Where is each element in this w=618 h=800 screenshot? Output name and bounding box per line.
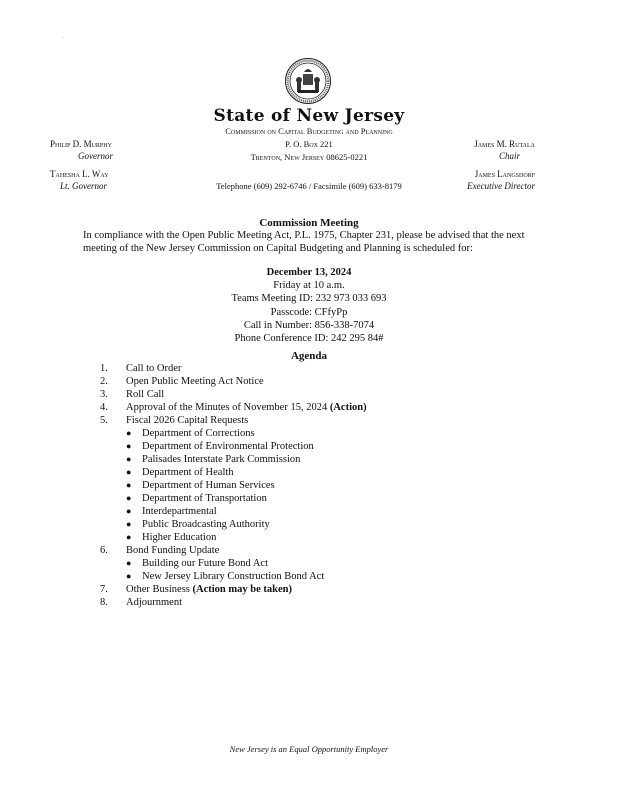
lt-governor-name: Tahesha L. Way	[50, 169, 109, 179]
action-label: (Action)	[329, 402, 367, 413]
bullet-icon: ●	[126, 428, 132, 438]
action-label: (Action may be taken)	[192, 584, 292, 595]
state-seal-icon	[284, 57, 332, 105]
call-in-number: Call in Number: 856-338-7074	[243, 319, 375, 331]
sub-item: ● Department of Corrections	[126, 428, 255, 439]
agenda-item: 2. Open Public Meeting Act Notice	[100, 376, 264, 387]
bullet-icon: ●	[126, 571, 132, 581]
agenda-item: 7. Other Business (Action may be taken)	[100, 584, 292, 595]
bullet-icon: ●	[126, 480, 132, 490]
bullet-icon: ●	[126, 558, 132, 568]
agenda-title: Agenda	[290, 350, 328, 362]
footer-text: New Jersey is an Equal Opportunity Employer	[229, 744, 389, 754]
governor-role: Governor	[78, 151, 113, 161]
sub-item: ● Department of Transportation	[126, 493, 267, 504]
bullet-icon: ●	[126, 532, 132, 542]
bullet-icon: ●	[126, 454, 132, 464]
governor-name: Philip D. Murphy	[50, 139, 112, 149]
agenda-list	[100, 362, 520, 609]
sub-item: ● Building our Future Bond Act	[126, 558, 268, 569]
executive-director-name: James Langsdorf	[474, 169, 535, 179]
meeting-time: Friday at 10 a.m.	[273, 280, 345, 292]
executive-director-role: Executive Director	[467, 181, 535, 191]
lt-governor-role: Lt. Governor	[60, 181, 107, 191]
scan-mark: ·	[62, 35, 64, 41]
agenda-item: 6. Bond Funding Update	[100, 545, 220, 556]
sub-item: ● New Jersey Library Construction Bond Act	[126, 571, 325, 582]
chair-role: Chair	[498, 151, 520, 161]
chair-name: James M. Rutala	[474, 139, 535, 149]
sub-item: ● Palisades Interstate Park Commission	[126, 454, 301, 465]
teams-meeting-id: Teams Meeting ID: 232 973 033 693	[231, 293, 387, 305]
bullet-icon: ●	[126, 493, 132, 503]
meeting-title: Commission Meeting	[259, 217, 359, 229]
agenda-item: 5. Fiscal 2026 Capital Requests	[100, 415, 249, 426]
meeting-passcode: Passcode: CFfyPp	[270, 306, 348, 318]
conference-id: Phone Conference ID: 242 295 84#	[234, 333, 384, 345]
sub-item: ● Department of Health	[126, 467, 234, 478]
agenda-item: 4. Approval of the Minutes of November 15, 2024 (Action)	[100, 402, 367, 413]
meeting-details	[0, 266, 618, 345]
sub-item: ● Interdepartmental	[126, 506, 217, 517]
bullet-icon: ●	[126, 519, 132, 529]
sub-item: ● Higher Education	[126, 532, 217, 543]
city-address: Trenton, New Jersey 08625-0221	[250, 152, 368, 162]
bullet-icon: ●	[126, 506, 132, 516]
agenda-item: 3. Roll Call	[100, 389, 165, 400]
sub-item: ● Department of Environmental Protection	[126, 441, 314, 452]
bullet-icon: ●	[126, 441, 132, 451]
state-title: State of New Jersey	[213, 106, 405, 126]
agenda-item: 8. Adjournment	[100, 597, 182, 608]
commission-name: Commission on Capital Budgeting and Planning	[225, 126, 393, 136]
bullet-icon: ●	[126, 467, 132, 477]
phone-line: Telephone (609) 292-6746 / Facsimile (609) 633-8179	[216, 181, 402, 191]
agenda-item: 1. Call to Order	[100, 363, 182, 374]
po-box: P. O. Box 221	[285, 139, 333, 149]
sub-item: ● Public Broadcasting Authority	[126, 519, 270, 530]
meeting-intro: In compliance with the Open Public Meeting Act, P.L. 1975, Chapter 231, please be advised that the next meeting of the New Jersey Commission on Capital Budgeting and Planning is scheduled for:	[83, 230, 525, 254]
meeting-date: December 13, 2024	[266, 267, 352, 278]
sub-item: ● Department of Human Services	[126, 480, 275, 491]
